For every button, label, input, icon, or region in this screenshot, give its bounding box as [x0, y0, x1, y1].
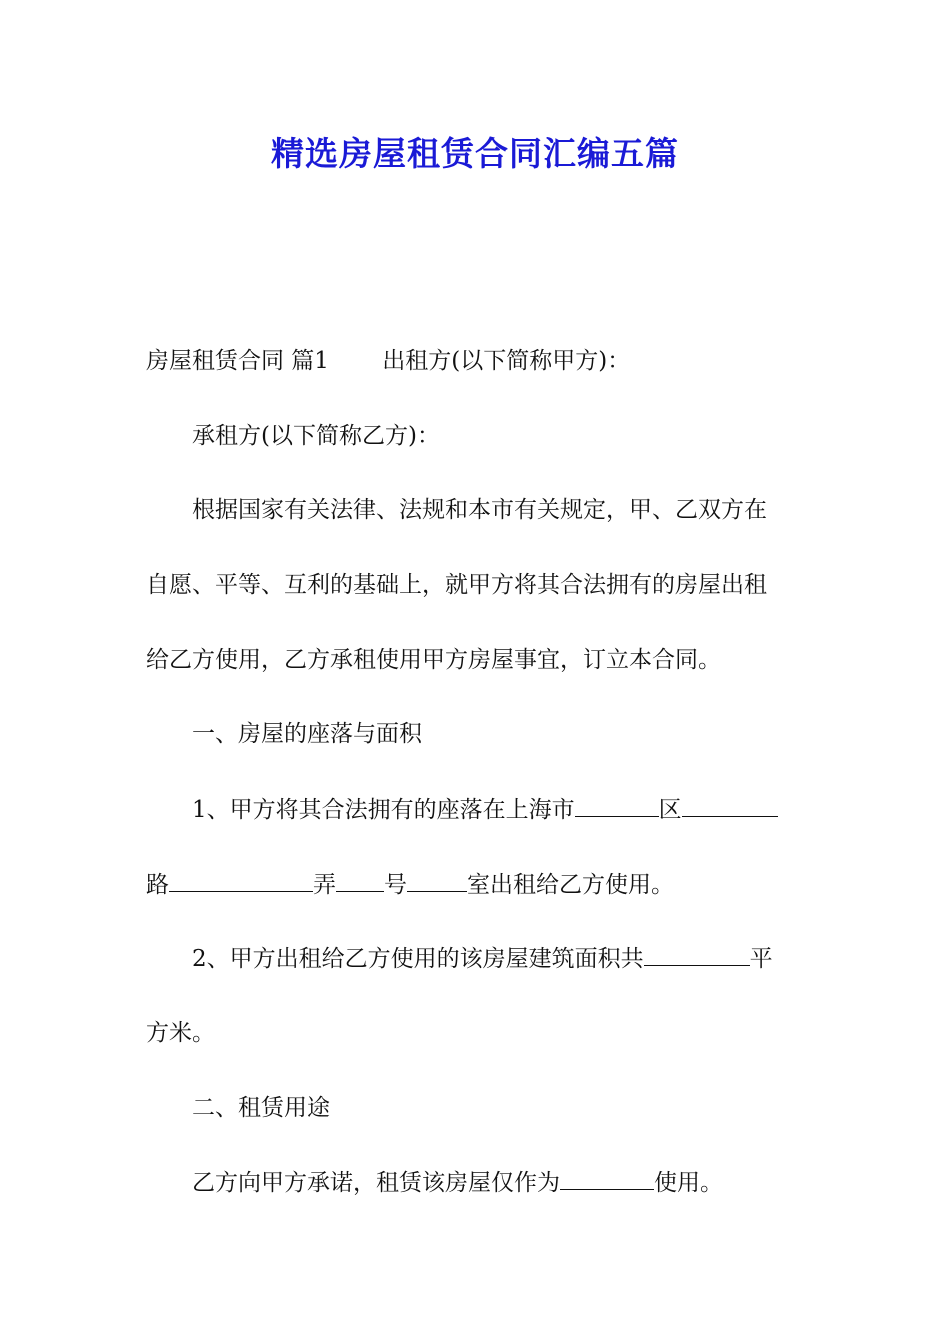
paragraph-line: 根据国家有关法律、法规和本市有关规定，甲、乙双方在: [192, 497, 767, 523]
clause-text: 乙方向甲方承诺，租赁该房屋仅作为: [192, 1170, 560, 1196]
clause-text: 1、甲方将其合法拥有的座落在上海市: [192, 797, 575, 823]
document-title: 精选房屋租赁合同汇编五篇: [271, 134, 679, 173]
clause-text: 平: [749, 946, 773, 972]
blank-road: [682, 794, 778, 817]
clause-line: [192, 943, 812, 974]
section-heading: 一、房屋的座落与面积: [192, 721, 422, 747]
blank-number: [336, 869, 384, 892]
clause-text: 2、甲方出租给乙方使用的该房屋建筑面积共: [192, 946, 644, 972]
clause-line: [192, 1167, 812, 1198]
section-heading: 二、租赁用途: [192, 1095, 330, 1121]
clause-text: 室出租给乙方使用。: [467, 872, 674, 898]
contract-heading-line: 房屋租赁合同 篇1 出租方(以下简称甲方)：: [146, 348, 631, 374]
blank-lane: [169, 869, 313, 892]
clause-text: 号: [384, 872, 407, 898]
lessee-line: 承租方(以下简称乙方)：: [192, 423, 440, 449]
clause-text: 区: [658, 797, 682, 823]
paragraph-line: 给乙方使用，乙方承租使用甲方房屋事宜，订立本合同。: [146, 647, 721, 673]
clause-text: 使用。: [654, 1170, 723, 1196]
clause-text: 弄: [313, 872, 336, 898]
clause-line: [146, 869, 806, 900]
blank-district: [575, 794, 659, 817]
blank-room: [407, 869, 467, 892]
clause-line: 方米。: [146, 1020, 215, 1046]
clause-line: [192, 794, 812, 825]
paragraph-line: 自愿、平等、互利的基础上，就甲方将其合法拥有的房屋出租: [146, 572, 767, 598]
blank-area: [644, 943, 750, 966]
blank-purpose: [560, 1167, 654, 1190]
clause-text: 路: [146, 872, 169, 898]
